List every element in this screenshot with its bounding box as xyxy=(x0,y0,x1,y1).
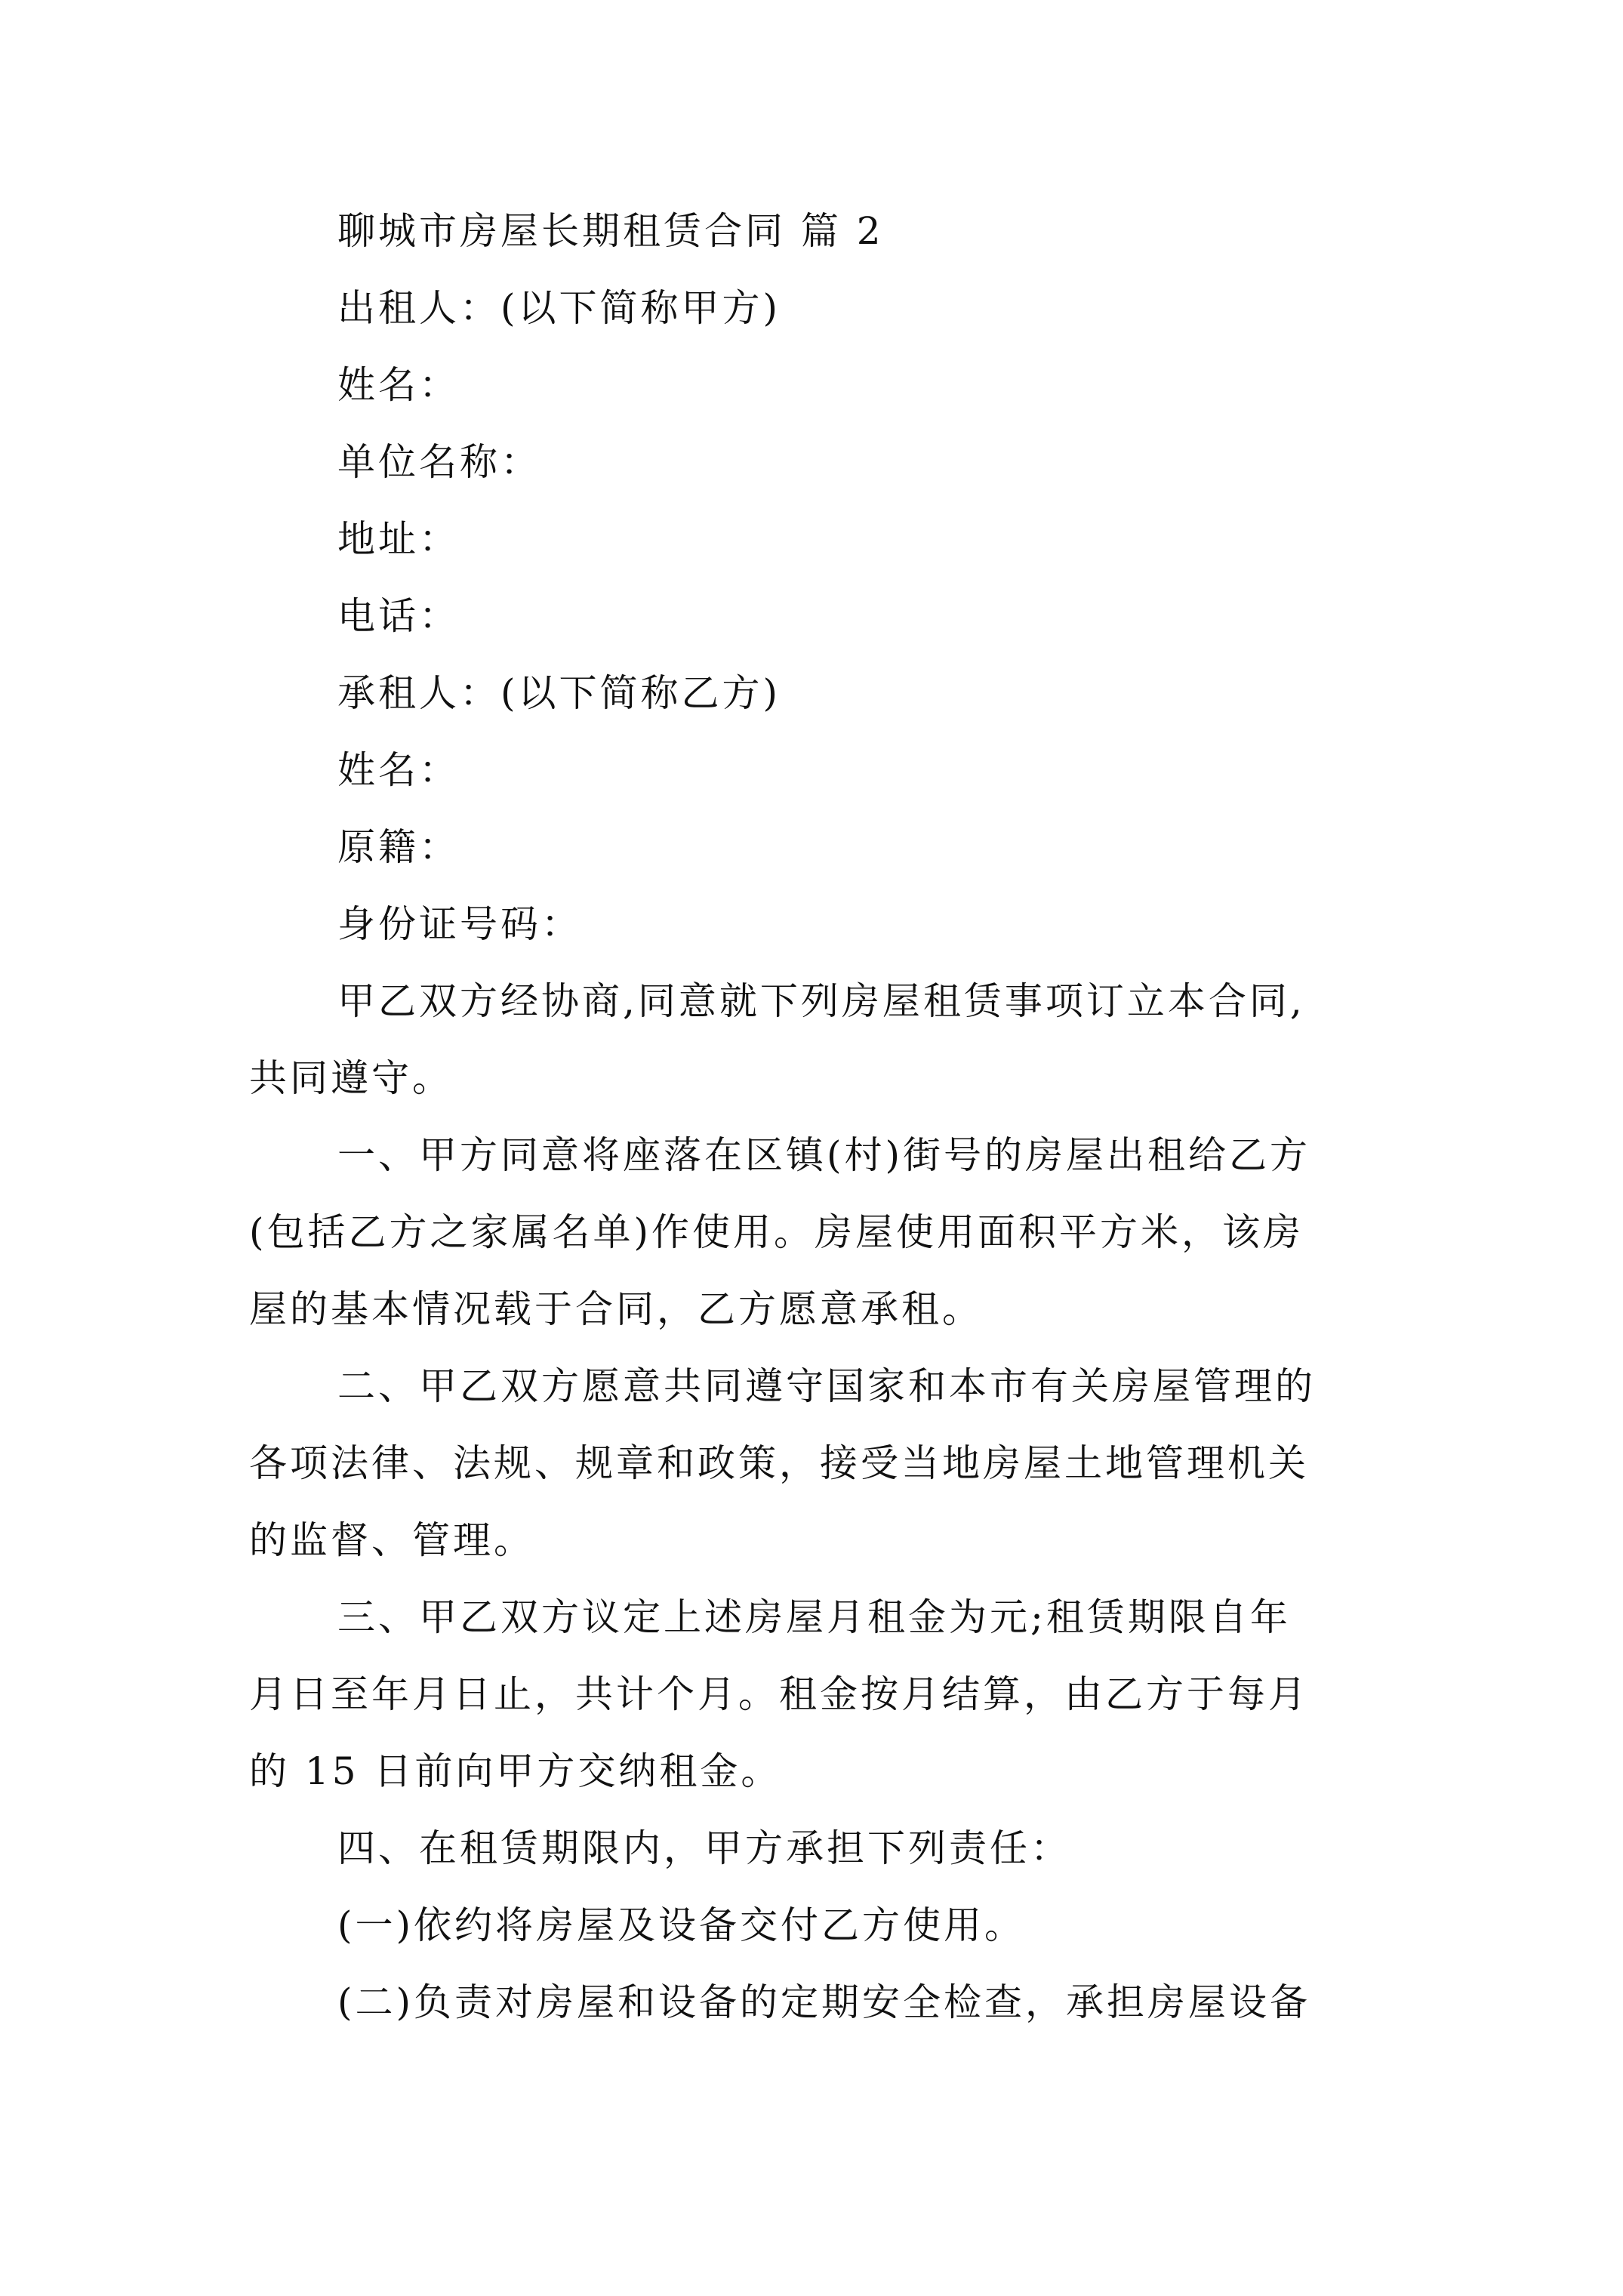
clause1-line-1: 一、甲方同意将座落在区镇(村)街号的房屋出租给乙方 xyxy=(337,1133,1311,1177)
clause3-line-3: 的 15 日前向甲方交纳租金。 xyxy=(249,1749,782,1793)
lessor-name-field: 姓名： xyxy=(337,363,460,407)
clause1-line-3: 屋的基本情况载于合同，乙方愿意承租。 xyxy=(249,1287,983,1331)
lessee-id-field: 身份证号码： xyxy=(337,902,582,946)
lessee-heading: 承租人：(以下简称乙方) xyxy=(337,671,781,715)
clause1-line-2: (包括乙方之家属名单)作使用。房屋使用面积平方米，该房 xyxy=(249,1210,1304,1254)
lessor-phone-field: 电话： xyxy=(337,594,460,638)
lessor-address-field: 地址： xyxy=(337,517,460,561)
clause3-line-2: 月日至年月日止，共计个月。租金按月结算，由乙方于每月 xyxy=(249,1672,1309,1716)
document-page xyxy=(249,193,1397,2041)
clause2-line-1: 二、甲乙双方愿意共同遵守国家和本市有关房屋管理的 xyxy=(337,1364,1316,1408)
clause4-heading: 四、在租赁期限内，甲方承担下列责任： xyxy=(337,1826,1071,1870)
clause2-line-3: 的监督、管理。 xyxy=(249,1518,534,1562)
clause4-item-1: (一)依约将房屋及设备交付乙方使用。 xyxy=(337,1903,1026,1947)
clause3-line-1: 三、甲乙双方议定上述房屋月租金为元;租赁期限自年 xyxy=(337,1595,1291,1639)
intro-line-1: 甲乙双方经协商,同意就下列房屋租赁事项订立本合同, xyxy=(337,979,1305,1023)
document-title: 聊城市房屋长期租赁合同 篇 2 xyxy=(337,209,884,253)
clause4-item-2: (二)负责对房屋和设备的定期安全检查，承担房屋设备 xyxy=(337,1980,1311,2024)
lessor-unit-field: 单位名称： xyxy=(337,440,541,484)
lessee-origin-field: 原籍： xyxy=(337,825,460,869)
intro-line-2: 共同遵守。 xyxy=(249,1056,453,1100)
lessor-heading: 出租人：(以下简称甲方) xyxy=(337,286,781,330)
clause2-line-2: 各项法律、法规、规章和政策，接受当地房屋土地管理机关 xyxy=(249,1441,1309,1485)
lessee-name-field: 姓名： xyxy=(337,748,460,792)
